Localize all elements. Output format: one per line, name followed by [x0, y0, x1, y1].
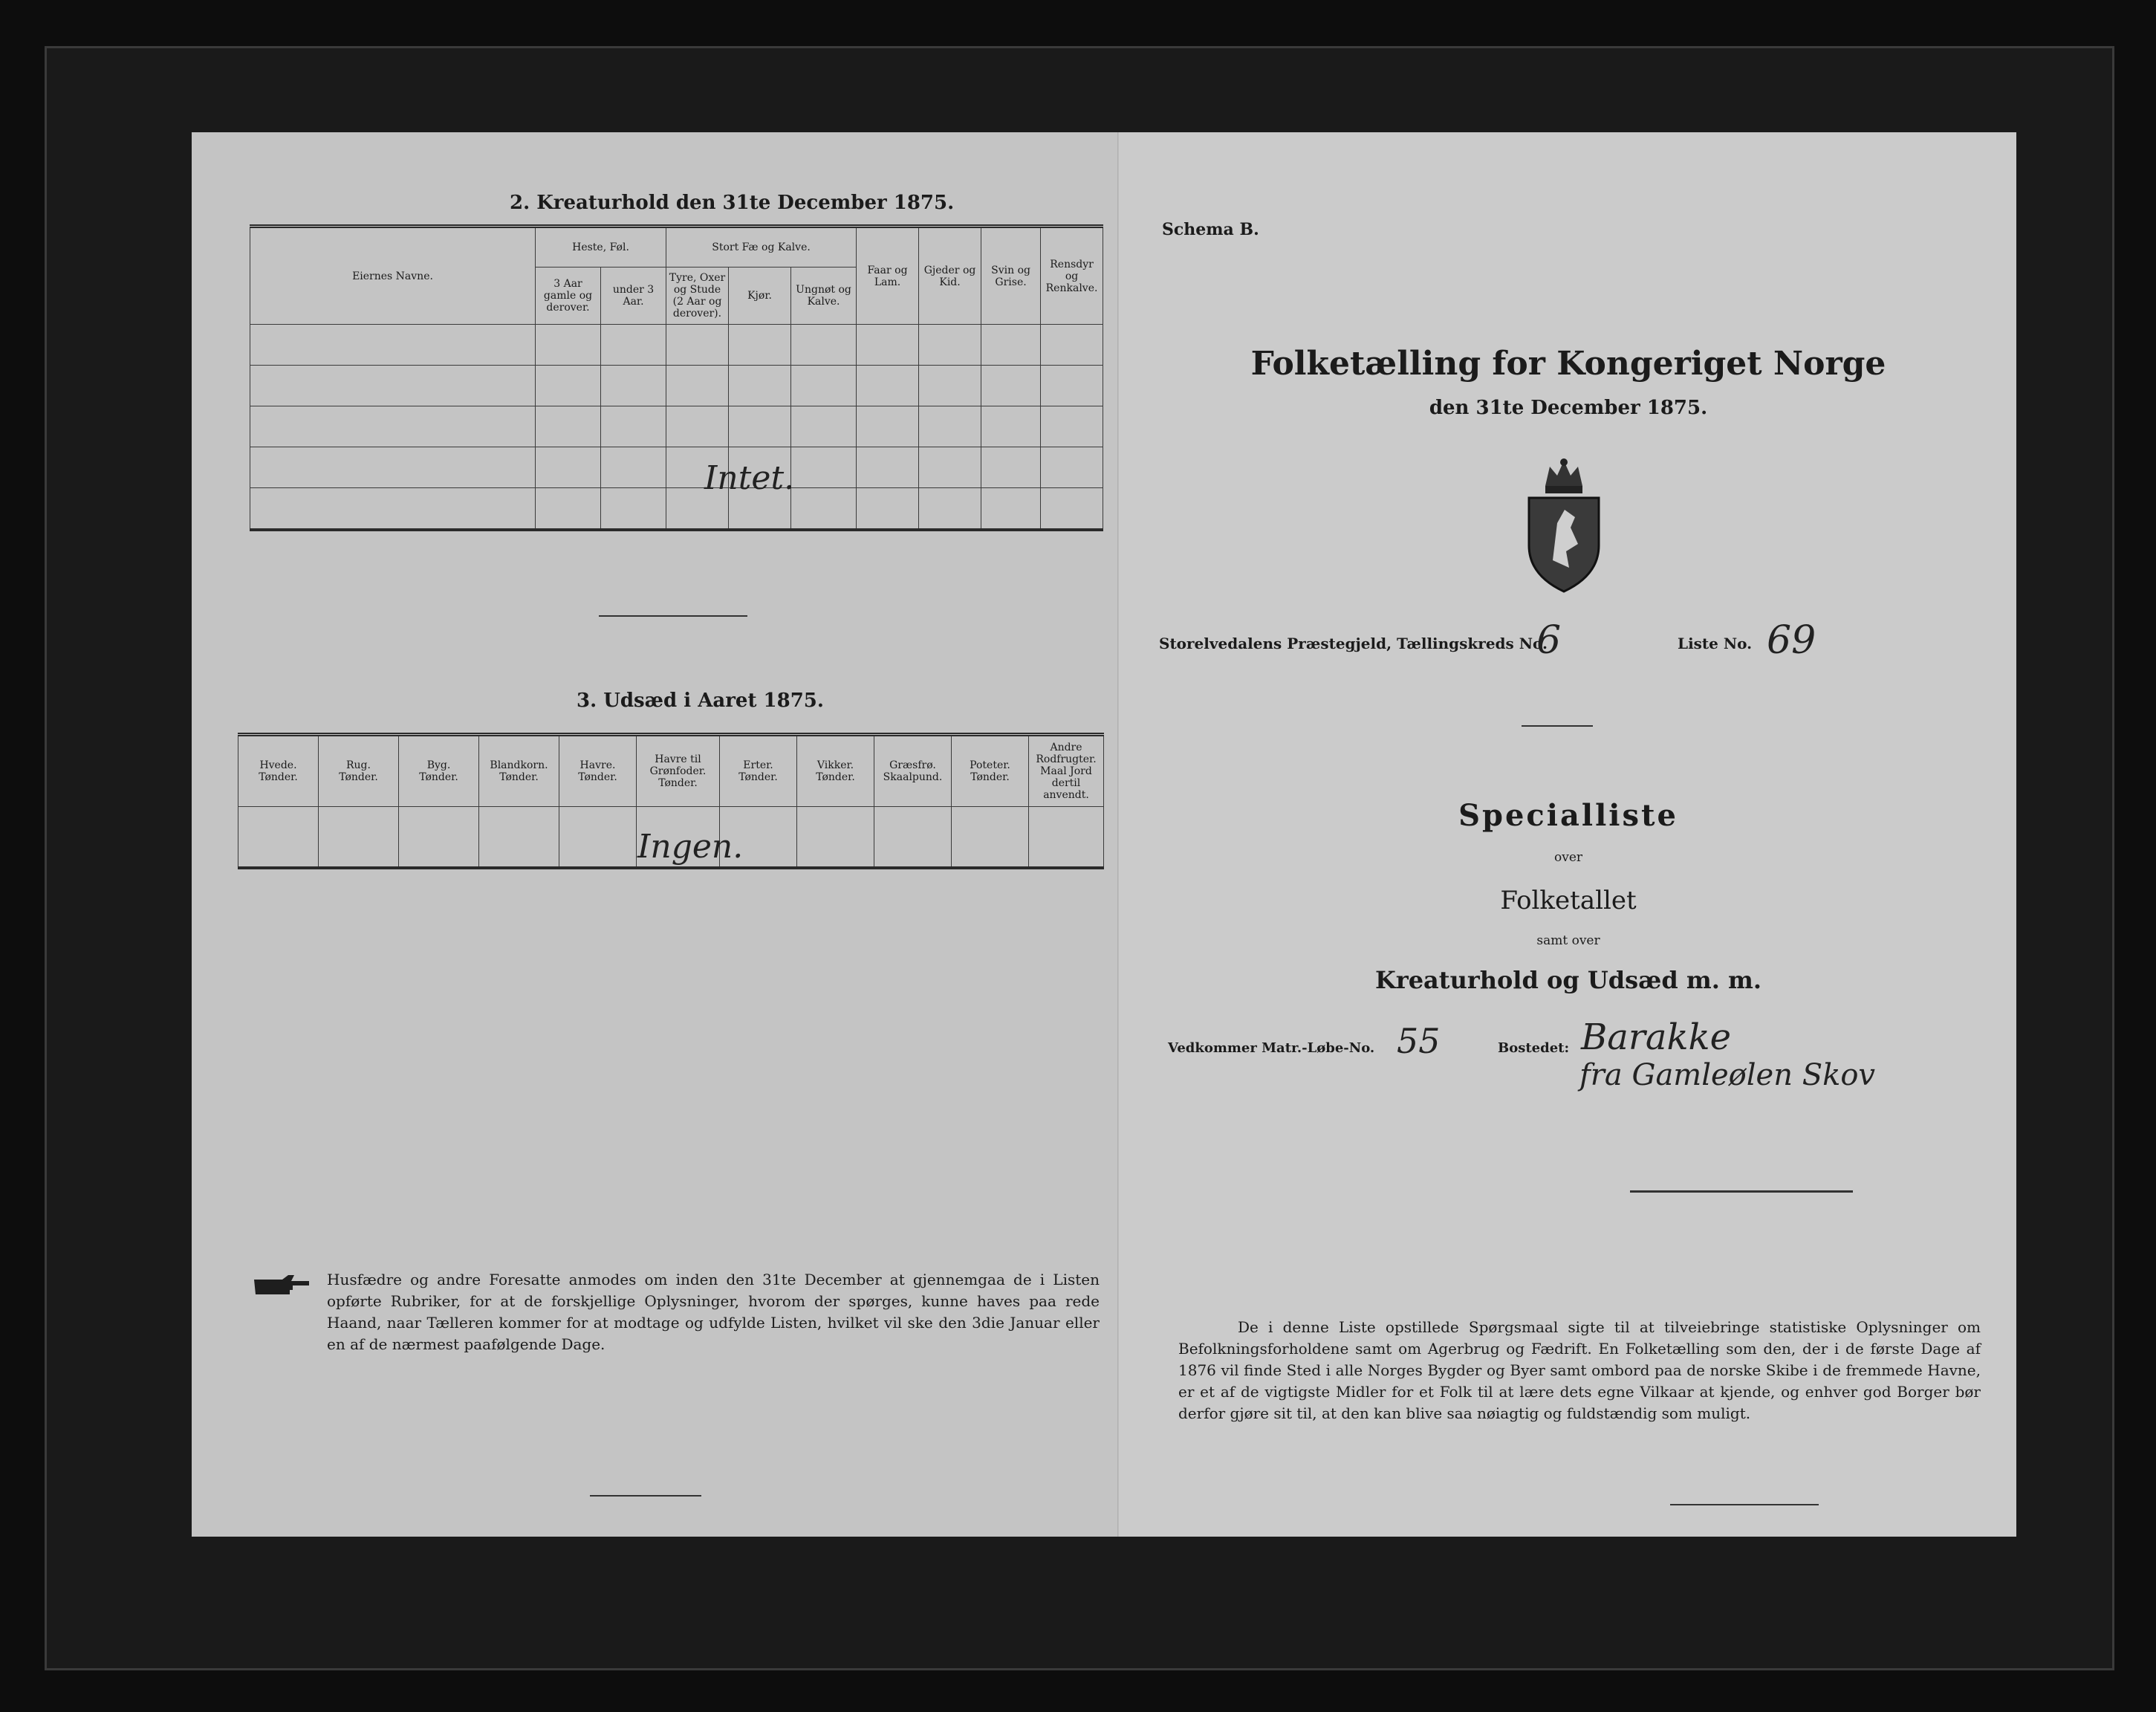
- parish-label: Storelvedalens Præstegjeld, Tællingskreds No.: [1159, 635, 1548, 652]
- crop-unit: Maal Jord dertil anvendt.: [1040, 765, 1092, 801]
- crop-name: Poteter.: [970, 759, 1010, 771]
- crop-header-oats: [559, 735, 637, 807]
- cattle-header: Stort Fæ og Kalve.: [666, 227, 857, 268]
- specialliste-heading: Specialliste: [1458, 798, 1678, 833]
- crop-unit: Tønder.: [816, 771, 855, 783]
- cattle-sub3: Ungnøt og Kalve.: [791, 268, 857, 325]
- sheep-header: Faar og Lam.: [857, 227, 919, 325]
- table-row: [250, 366, 536, 406]
- pointing-hand-icon: [253, 1272, 312, 1299]
- crop-name: Andre Rodfrugter.: [1036, 742, 1097, 765]
- crop-unit: Tønder.: [419, 771, 458, 783]
- crop-unit: Tønder.: [499, 771, 539, 783]
- kreaturhold-heading: Kreaturhold og Udsæd m. m.: [1375, 966, 1762, 994]
- crop-name: Erter.: [743, 759, 773, 771]
- crop-unit: Tønder.: [339, 771, 378, 783]
- crop-name: Rug.: [346, 759, 371, 771]
- crop-header-wheat: [238, 735, 319, 807]
- matr-number: 55: [1397, 1021, 1441, 1061]
- section2-title: 2. Kreaturhold den 31te December 1875.: [510, 192, 955, 214]
- table-row: [250, 325, 536, 366]
- liste-number: 69: [1767, 618, 1816, 663]
- crop-name: Havre til Grønfoder.: [649, 753, 707, 777]
- crop-header-grass-seed: [874, 735, 952, 807]
- crop-name: Byg.: [426, 759, 451, 771]
- right-page: [1120, 132, 2016, 1537]
- owner-header: Eiernes Navne.: [250, 227, 536, 325]
- crop-name: Hvede.: [259, 759, 297, 771]
- notice-text: Husfædre og andre Foresatte anmodes om inden den 31te December at gjennemgaa de i Listen opførte Rubriker, for at de forskjellige Oplysninger, hvorom der spørges, kunne haves paa rede Haand, naar Tælleren kommer for at modtage og udfylde Listen, hvilket vil ske den 3die Januar eller en af de nærmest paafølgende Dage.: [327, 1271, 1100, 1353]
- divider: [590, 1495, 701, 1497]
- crop-header-rye: [319, 735, 399, 807]
- crop-name: Vikker.: [816, 759, 854, 771]
- matr-label: Vedkommer Matr.-Løbe-No.: [1168, 1040, 1375, 1056]
- table-row: [250, 447, 536, 488]
- goats-header: Gjeder og Kid.: [919, 227, 981, 325]
- bostedet-line1: Barakke: [1581, 1016, 1732, 1058]
- explanation-paragraph: De i denne Liste opstillede Spørgsmaal sigte til at tilveiebringe statistiske Oplysninger om Befolkningsforholdene samt om Agerbrug og Fædrift. En Folketælling som den, der i de første Dage af 1876 vil finde Sted i alle Norges Bygder og Byer samt ombord paa de norske Skibe i de fremmede Havne, er et af de vigtigste Midler for et Folk til at lære dets egne Vilkaar at kjende, og enhver god Borger bør derfor gjøre sit til, at den kan blive saa nøiagtig og fuldstændig som muligt.: [1178, 1318, 1981, 1422]
- crop-header-vetch: [797, 735, 874, 807]
- horses-sub1: 3 Aar gamle og derover.: [536, 268, 601, 325]
- divider: [1670, 1504, 1819, 1505]
- crop-unit: Tønder.: [259, 771, 298, 783]
- pigs-header: Svin og Grise.: [981, 227, 1041, 325]
- horses-sub2: under 3 Aar.: [601, 268, 666, 325]
- table-row: [250, 488, 536, 531]
- crop-unit: Tønder.: [658, 777, 698, 789]
- divider: [1522, 725, 1593, 727]
- bostedet-label: Bostedet:: [1498, 1040, 1570, 1056]
- crop-name: Havre.: [579, 759, 616, 771]
- left-page: [192, 132, 1120, 1537]
- crop-header-peas: [720, 735, 797, 807]
- livestock-handwritten-entry: Intet.: [704, 459, 795, 497]
- main-title: Folketælling for Kongeriget Norge: [1250, 345, 1886, 383]
- crop-header-oats-fodder: [637, 735, 720, 807]
- table-row: [250, 406, 536, 447]
- crop-handwritten-entry: Ingen.: [637, 828, 744, 866]
- census-sheet: [192, 132, 2016, 1537]
- folketallet-heading: Folketallet: [1500, 886, 1637, 915]
- table-row: [238, 807, 319, 869]
- cattle-sub1: Tyre, Oxer og Stude (2 Aar og derover).: [666, 268, 729, 325]
- cattle-sub2: Kjør.: [729, 268, 791, 325]
- crop-name: Blandkorn.: [490, 759, 548, 771]
- over-text: over: [1553, 850, 1583, 865]
- divider: [599, 615, 747, 617]
- livestock-table: [250, 224, 1103, 531]
- crop-header-other-roots: [1029, 735, 1104, 807]
- divider: [1630, 1190, 1853, 1193]
- liste-label: Liste No.: [1678, 635, 1753, 652]
- horses-header: Heste, Føl.: [536, 227, 666, 268]
- crop-header-mixed-grain: [479, 735, 559, 807]
- schema-label: Schema B.: [1162, 220, 1259, 239]
- crop-header-barley: [399, 735, 479, 807]
- crop-unit: Tønder.: [578, 771, 617, 783]
- crop-header-potatoes: [952, 735, 1029, 807]
- samt-over-text: samt over: [1536, 933, 1600, 948]
- bostedet-line2: fra Gamleølen Skov: [1579, 1058, 1876, 1092]
- section3-title: 3. Udsæd i Aaret 1875.: [577, 690, 824, 712]
- date-line: den 31te December 1875.: [1429, 397, 1708, 419]
- reindeer-header: Rensdyr og Renkalve.: [1041, 227, 1103, 325]
- coat-of-arms-icon: [1523, 456, 1605, 594]
- kreds-number: 6: [1536, 618, 1562, 663]
- crop-name: Græsfrø.: [889, 759, 936, 771]
- crop-unit: Skaalpund.: [883, 771, 943, 783]
- crop-unit: Tønder.: [970, 771, 1010, 783]
- crop-unit: Tønder.: [738, 771, 778, 783]
